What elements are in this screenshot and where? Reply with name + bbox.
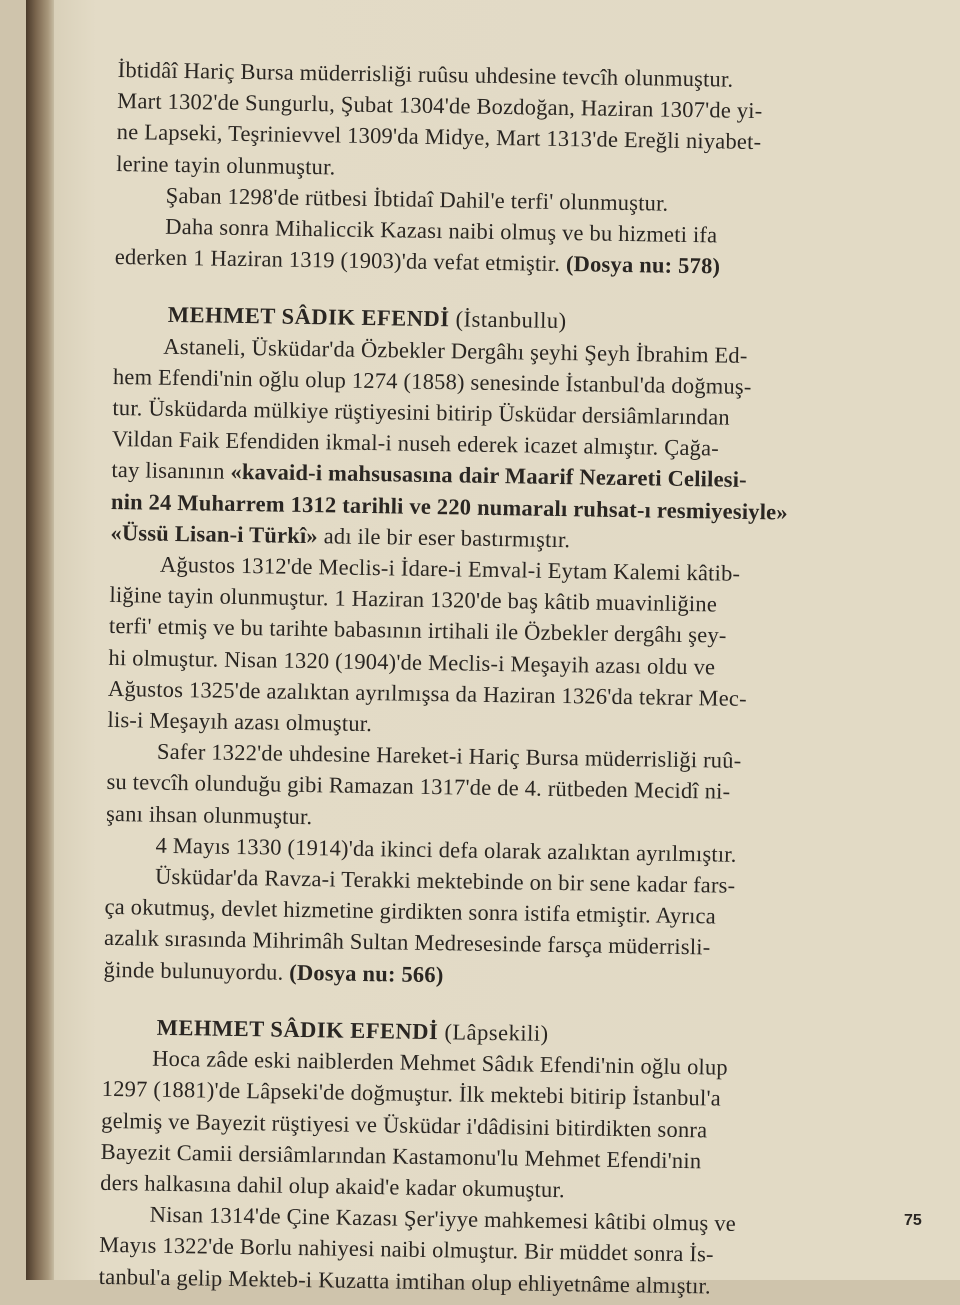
line-text: Vildan Faik Efendiden ikmal-i nuseh ederek icazet almıştır. Çağa- [112, 426, 719, 461]
line-text: Astaneli, Üsküdar'da Özbekler Dergâhı şeyhi Şeyh İbrahim Ed- [163, 333, 748, 367]
line-text: terfi' etmiş ve bu tarihte babasının irtihali ile Özbekler dergâhı şey- [109, 613, 727, 648]
line-text: Mart 1302'de Sungurlu, Şubat 1304'de Bozdoğan, Haziran 1307'de yi- [117, 88, 763, 123]
line-text: Üsküdar'da Ravza-i Terakki mektebinde on bir sene kadar fars- [155, 864, 736, 898]
line-text: Daha sonra Mihaliccik Kazası naibi olmuş ve bu hizmeti ifa [165, 214, 717, 248]
page-number: 75 [904, 1212, 922, 1230]
line-text: Hoca zâde eski naiblerden Mehmet Sâdık Efendi'nin oğlu olup [152, 1046, 728, 1080]
line-text: ça okutmuş, devlet hizmetine girdikten sonra istifa etmiştir. Ayrıca [104, 894, 716, 929]
line-text: hem Efendi'nin oğlu olup 1274 (1858) senesinde İstanbul'da doğmuş- [113, 364, 752, 399]
line-text: gelmiş ve Bayezit rüştiyesi ve Üsküdar i'dâdisini bitirdikten sonra [101, 1107, 707, 1142]
line-text: tanbul'a gelip Mekteb-i Kuzatta imtihan olup ehliyetnâme almıştır. [99, 1263, 711, 1298]
line-text: ederken 1 Haziran 1319 (1903)'da vefat etmiştir. [115, 244, 561, 276]
entry-name: MEHMET SÂDIK EFENDİ [157, 1015, 439, 1044]
line-text: su tevcîh olunduğu gibi Ramazan 1317'de de 4. rütbeden Mecidî ni- [106, 769, 730, 804]
book-spine-shadow [26, 0, 54, 1280]
line-text: Ağustos 1325'de azalıktan ayrılmışsa da Haziran 1326'da tekrar Mec- [108, 676, 747, 711]
line-text: ne Lapseki, Teşrinievvel 1309'da Midye, Mart 1313'de Ereğli niyabet- [117, 119, 762, 154]
bold-text: «kavaid-i mahsusasına dair Maarif Nezareti Celilesi- [230, 459, 747, 492]
line-text: adı ile bir eser bastırmıştır. [318, 523, 571, 552]
line-text: tay lisanının [111, 457, 230, 484]
line-text: Nisan 1314'de Çine Kazası Şer'iyye mahkemesi kâtibi olmuş ve [150, 1202, 737, 1236]
line-text: 4 Mayıs 1330 (1914)'da ikinci defa olarak azalıktan ayrılmıştır. [155, 833, 736, 867]
line-text: ders halkasına dahil olup akaid'e kadar okumuştur. [100, 1170, 565, 1202]
line-text: Ağustos 1312'de Meclis-i İdare-i Emval-i Eytam Kalemi kâtib- [160, 552, 741, 586]
page-body-text [99, 54, 948, 1305]
line-text: Bayezit Camii dersiâmlarından Kastamonu'lu Mehmet Efendi'nin [101, 1139, 702, 1173]
bold-text: nin 24 Muharrem 1312 tarihli ve 220 numaralı ruhsat-ı resmiyesiyle» [111, 489, 788, 525]
entry-name: MEHMET SÂDIK EFENDİ [168, 302, 450, 331]
line-text: şanı ihsan olunmuştur. [106, 801, 313, 829]
line-text: liğine tayin olunmuştur. 1 Haziran 1320'de baş kâtib muavinliğine [109, 582, 717, 617]
line-text: 1297 (1881)'de Lâpseki'de doğmuştur. İlk mektebi bitirip İstanbul'a [102, 1076, 722, 1111]
line-text: Mayıs 1322'de Borlu nahiyesi naibi olmuştur. Bir müddet sonra İs- [99, 1232, 714, 1267]
bold-text: «Üssü Lisan-i Türkî» [110, 520, 318, 548]
entry-place: (İstanbullu) [449, 307, 566, 334]
book-page [26, 0, 960, 1280]
bold-text: (Dosya nu: 566) [283, 959, 443, 987]
bold-text: (Dosya nu: 578) [560, 251, 720, 279]
line-text: lis-i Meşayıh azası olmuştur. [107, 707, 372, 736]
line-text: hi olmuştur. Nisan 1320 (1904)'de Meclis-i Meşayih azası oldu ve [108, 645, 715, 680]
line-text: lerine tayin olunmuştur. [116, 151, 336, 179]
entry-place: (Lâpsekili) [438, 1019, 549, 1046]
line-text: tur. Üsküdarda mülkiye rüştiyesini bitirip Üsküdar dersiâmlarından [112, 395, 730, 430]
line-text: Şaban 1298'de rütbesi İbtidaî Dahil'e terfi' olunmuştur. [166, 183, 669, 216]
line-text: Safer 1322'de uhdesine Hareket-i Hariç Bursa müderrisliği ruû- [157, 739, 742, 773]
line-text: ğinde bulunuyordu. [103, 957, 283, 985]
line-text: İbtidâî Hariç Bursa müderrisliği ruûsu uhdesine tevcîh olunmuştur. [118, 57, 734, 92]
line-text: azalık sırasında Mihrimâh Sultan Medresesinde farsça müderrisli- [104, 925, 711, 960]
